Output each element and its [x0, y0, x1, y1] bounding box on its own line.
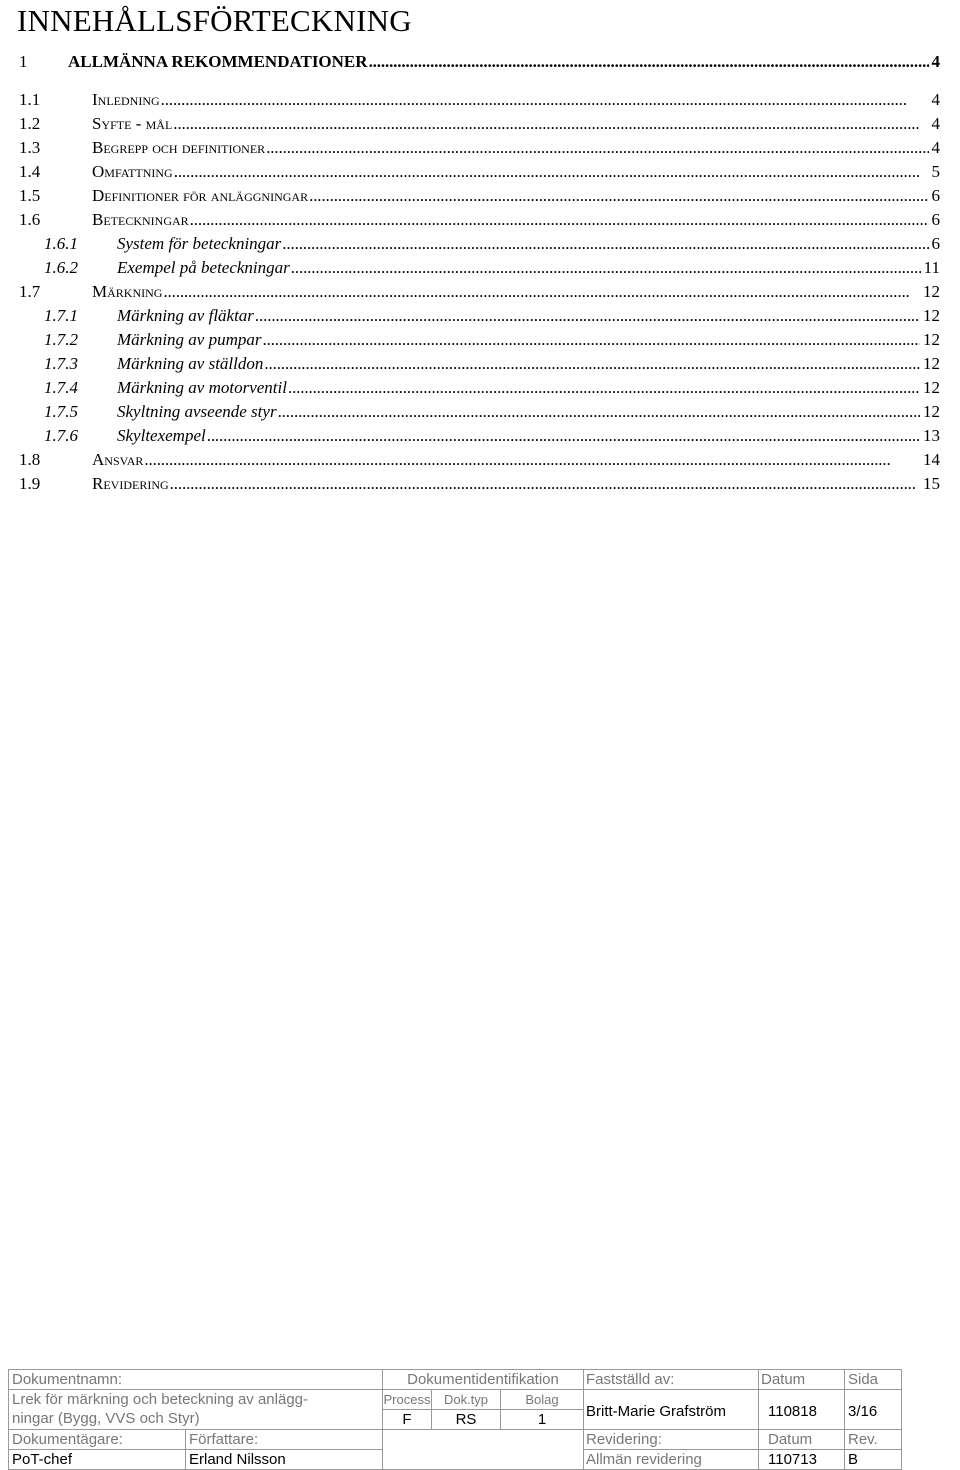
toc-entry-number: 1.7.3 — [44, 354, 78, 373]
toc-entry-label: Skyltning avseende styr — [117, 402, 277, 421]
toc-entry-label: Märkning av motorventil — [117, 378, 287, 397]
toc-entry-label: Omfattning — [92, 162, 173, 181]
page-label: Sida — [845, 1370, 902, 1390]
toc-entry-number: 1.7.4 — [44, 378, 78, 397]
toc-entry-page: 13 — [920, 425, 940, 447]
toc-entry-number: 1.1 — [19, 90, 41, 109]
toc-entry-number: 1.7.1 — [44, 306, 78, 325]
toc-entry-label: Begrepp och definitioner — [92, 138, 266, 157]
toc-entry-label: Märkning av fläktar — [117, 306, 254, 325]
owner-value: PoT-chef — [9, 1450, 186, 1470]
process-label: Process — [383, 1390, 432, 1410]
toc-entry-number: 1.3 — [19, 138, 41, 157]
toc-entry[interactable] — [0, 113, 960, 135]
toc-entry-text — [117, 329, 940, 351]
approved-label: Fastställd av: — [584, 1370, 759, 1390]
toc-entry-page: 6 — [929, 209, 941, 231]
process-value: F — [383, 1410, 432, 1430]
bolag-value: 1 — [501, 1410, 584, 1430]
toc-entry[interactable] — [0, 51, 960, 73]
toc-entry-text — [117, 353, 940, 375]
toc-entry-page: 12 — [920, 401, 940, 423]
toc-entry-number: 1.6.2 — [44, 258, 78, 277]
toc-entry[interactable] — [0, 281, 960, 303]
toc-entry[interactable] — [0, 233, 960, 255]
toc-entry-label: System för beteckningar — [117, 234, 282, 253]
toc-entry-text — [117, 233, 940, 255]
date-label: Datum — [759, 1370, 845, 1390]
toc-entry[interactable] — [0, 401, 960, 423]
toc-entry-number: 1.7 — [19, 282, 41, 301]
toc-entry-number: 1.9 — [19, 474, 41, 493]
toc-entry-page: 4 — [929, 137, 941, 159]
toc-entry-text — [117, 257, 940, 279]
toc-entry[interactable] — [0, 209, 960, 231]
toc-entry-text — [92, 161, 940, 183]
rev-date-label: Datum — [759, 1430, 845, 1450]
toc-entry-page: 12 — [920, 353, 940, 375]
toc-entry-number: 1 — [19, 52, 28, 71]
toc-entry-page: 6 — [929, 185, 941, 207]
toc-entry-text — [92, 185, 940, 207]
document-footer — [8, 1369, 902, 1470]
toc-entry-label: ALLMÄNNA REKOMMENDATIONER — [68, 52, 368, 71]
author-value: Erland Nilsson — [186, 1450, 383, 1470]
doktyp-value: RS — [432, 1410, 501, 1430]
doc-name-line2: ningar (Bygg, VVS och Styr) — [12, 1410, 200, 1427]
toc-entry[interactable] — [0, 449, 960, 471]
toc-entry-text — [117, 401, 940, 423]
approved-value: Britt-Marie Grafström — [584, 1390, 759, 1430]
rev-label: Rev. — [845, 1430, 902, 1450]
toc-entry-label: Skyltexempel — [117, 426, 206, 445]
toc-entry-text — [92, 449, 940, 471]
toc-entry-label: Märkning av ställdon — [117, 354, 264, 373]
toc-entry-page: 4 — [929, 51, 941, 73]
toc-entry[interactable] — [0, 257, 960, 279]
toc-entry-number: 1.7.2 — [44, 330, 78, 349]
toc-entry-number: 1.4 — [19, 162, 41, 181]
toc-entry-page: 12 — [920, 305, 940, 327]
doktyp-label: Dok.typ — [432, 1390, 501, 1410]
toc-entry[interactable] — [0, 305, 960, 327]
rev-value: B — [845, 1450, 902, 1470]
toc-entry[interactable] — [0, 377, 960, 399]
toc-entry-page: 12 — [920, 281, 940, 303]
rev-date-value: 110713 — [759, 1450, 845, 1470]
doc-name-label: Dokumentnamn: — [9, 1370, 383, 1390]
page-value: 3/16 — [845, 1390, 902, 1430]
toc-entry-page: 12 — [920, 329, 940, 351]
toc-entry-number: 1.2 — [19, 114, 41, 133]
doc-name-line1: Lrek för märkning och beteckning av anlägg- — [12, 1391, 309, 1408]
toc-entry-number: 1.6 — [19, 210, 41, 229]
revision-value: Allmän revidering — [584, 1450, 759, 1470]
revision-label: Revidering: — [584, 1430, 759, 1450]
toc-entry-text — [68, 51, 940, 73]
toc-entry-page: 15 — [920, 473, 940, 495]
toc-entry-label: Ansvar — [92, 450, 144, 469]
toc-entry-number: 1.8 — [19, 450, 41, 469]
toc-entry-text — [92, 137, 940, 159]
toc-entry[interactable] — [0, 89, 960, 111]
toc-entry-page: 12 — [920, 377, 940, 399]
toc-entry-text — [92, 209, 940, 231]
toc-entry-page: 4 — [929, 113, 941, 135]
toc-entry[interactable] — [0, 425, 960, 447]
toc-entry[interactable] — [0, 137, 960, 159]
toc-entry-number: 1.7.6 — [44, 426, 78, 445]
owner-label: Dokumentägare: — [9, 1430, 186, 1450]
author-label: Författare: — [186, 1430, 383, 1450]
toc-entry-text — [92, 473, 940, 495]
toc-entry-text — [117, 425, 940, 447]
toc-entry-page: 4 — [929, 89, 941, 111]
toc-entry-label: Beteckningar — [92, 210, 189, 229]
date-value: 110818 — [759, 1390, 845, 1430]
doc-name-value — [9, 1390, 383, 1430]
toc-entry-page: 11 — [921, 257, 940, 279]
toc-entry-label: Märkning — [92, 282, 163, 301]
toc-entry-page: 14 — [920, 449, 940, 471]
toc-entry-label: Revidering — [92, 474, 169, 493]
toc-entry-page: 5 — [929, 161, 941, 183]
toc-entry-text — [92, 113, 940, 135]
toc-entry-number: 1.5 — [19, 186, 41, 205]
empty-id-cell — [383, 1430, 584, 1470]
toc-entry-label: Märkning av pumpar — [117, 330, 262, 349]
toc-entry[interactable] — [0, 473, 960, 495]
page-title: INNEHÅLLSFÖRTECKNING — [17, 3, 412, 38]
toc-entry-page: 6 — [929, 233, 941, 255]
toc-entry-number: 1.6.1 — [44, 234, 78, 253]
toc-entry-text — [117, 377, 940, 399]
toc-entry-text — [92, 89, 940, 111]
toc-entry-text — [117, 305, 940, 327]
toc-entry[interactable] — [0, 353, 960, 375]
toc-entry[interactable] — [0, 329, 960, 351]
toc-entry-text — [92, 281, 940, 303]
toc-entry-label: Exempel på beteckningar — [117, 258, 290, 277]
toc-entry-label: Inledning — [92, 90, 160, 109]
toc-entry[interactable] — [0, 185, 960, 207]
toc-entry-label: Syfte - mål — [92, 114, 173, 133]
toc-entry-label: Definitioner för anläggningar — [92, 186, 309, 205]
bolag-label: Bolag — [501, 1390, 584, 1410]
toc-entry-number: 1.7.5 — [44, 402, 78, 421]
toc-entry[interactable] — [0, 161, 960, 183]
doc-id-label: Dokumentidentifikation — [383, 1370, 584, 1390]
